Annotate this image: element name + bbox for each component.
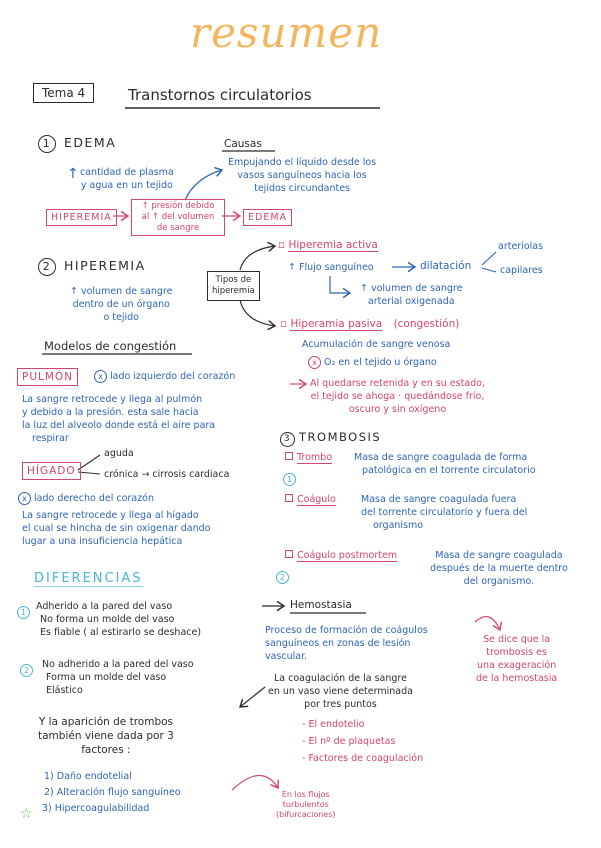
trombo-mark: 1	[283, 467, 296, 486]
tema-label: Tema 4	[33, 83, 94, 103]
causas-text: Empujando el líquido desde los vasos sanguíneos hacia los tejidos circundantes	[228, 157, 377, 194]
pulmon-box: PULMÓN	[17, 368, 78, 386]
star-icon: ☆	[20, 806, 33, 822]
section-number: 1	[38, 135, 56, 153]
up-arrow-icon: ↑	[67, 166, 79, 182]
volumen-arterial-text: ↑ volumen de sangre arterial oxigenada	[360, 283, 463, 307]
hemostasia-heading: Hemostasia	[290, 599, 352, 611]
diferencia-1-mark: 1	[17, 600, 30, 619]
trombosis-heading: 3 TROMBOSIS	[280, 430, 381, 447]
tema-title: Transtornos circulatorios	[128, 86, 312, 104]
hemostasia-definition: Proceso de formación de coágulos sanguíneos en zonas de lesión vascular.	[265, 625, 428, 662]
pulmon-description: La sangre retrocede y llega al pulmón y debido a la presión. esta sale hacia la luz del alveolo donde está el aire para respirar	[22, 394, 216, 444]
hiperemia-activa: ▫ Hiperemia activa	[278, 239, 378, 251]
coagulo-definition: Masa de sangre coagulada fuera del torrente circulatorio y fuera del organismo	[361, 494, 528, 531]
higado-box: HÍGADO	[22, 462, 81, 480]
exageracion-note: Se dice que la trombosis es una exageración de la hemostasia	[476, 634, 558, 684]
flujo-text: ↑ Flujo sanguíneo	[288, 262, 374, 273]
postmortem-mark: 2	[276, 565, 289, 584]
o2-text: x O₂ en el tejido u órgano	[308, 356, 437, 369]
trombo-definition: Masa de sangre coagulada de forma patológica en el torrente circulatorio	[354, 452, 536, 476]
tipos-hiperemia-box: Tipos de hiperemia	[207, 271, 260, 301]
trombo-label: Trombo	[285, 451, 332, 464]
capilares-text: capilares	[500, 265, 543, 276]
presion-box: ↑ presión debido al ↑ del volumen de sangre	[131, 199, 225, 236]
coagulo-label: Coágulo	[285, 493, 336, 506]
pulmon-side: x lado izquierdo del corazón	[94, 370, 235, 383]
quedarse-text: Al quedarse retenida y en su estado, el tejido se ahoga · quedándose frío, oscuro y sin oxígeno	[310, 378, 485, 415]
diferencia-2: No adherido a la pared del vaso Forma un molde del vaso Elástico	[42, 659, 194, 696]
cronica-text: crónica → cirrosis cardiaca	[104, 469, 230, 480]
hiperemia-heading: 2 HIPEREMIA	[38, 258, 146, 276]
factores-list: 1) Daño endotelial 2) Alteración flujo sanguíneo 3) Hipercoagulabilidad	[42, 771, 181, 814]
hiperemia-pasiva: ▫ Hiperamia pasiva (congestión)	[280, 318, 460, 330]
causas-label: Causas	[224, 138, 262, 150]
flujos-note: En los flujos turbulentos (bifurcaciones)	[276, 790, 336, 819]
page-title: resumen	[190, 8, 383, 57]
hiperemia-volume-text: ↑ volumen de sangre dentro de un órgano o tejido	[70, 286, 173, 323]
diferencias-heading: DIFERENCIAS	[34, 571, 143, 586]
postmortem-label: Coágulo postmortem	[285, 549, 397, 562]
dilatacion-text: dilatación	[420, 260, 472, 272]
section-number: 2	[38, 258, 56, 276]
coagulacion-text: La coagulación de la sangre en un vaso viene determinada por tres puntos	[268, 673, 413, 710]
higado-side: x lado derecho del corazón	[18, 492, 154, 505]
aguda-text: aguda	[104, 448, 134, 459]
factores-intro: Y la aparición de trombos también viene dada por 3 factores :	[38, 716, 174, 756]
tres-puntos-list: - El endotelio - El nº de plaquetas - Factores de coagulación	[302, 719, 424, 764]
arteriolas-text: arteriolas	[498, 241, 544, 252]
edema-box: EDEMA	[243, 209, 292, 226]
acumulacion-text: Acumulación de sangre venosa	[302, 339, 451, 350]
congestion-heading: Modelos de congestión	[44, 339, 177, 353]
edema-heading: 1 EDEMA	[38, 135, 116, 153]
hiperemia-box: HIPEREMIA	[46, 209, 117, 226]
postmortem-definition: Masa de sangre coagulada después de la muerte dentro del organismo.	[430, 550, 568, 587]
diferencia-2-mark: 2	[20, 658, 33, 677]
plasma-text: cantidad de plasma y agua en un tejido	[80, 167, 174, 191]
higado-description: La sangre retrocede y llega al hígado el cual se hincha de sin oxigenar dando lugar a una insuficiencia hepática	[22, 510, 211, 547]
diferencia-1: Adherido a la pared del vaso No forma un molde del vaso Es fiable ( al estirarlo se deshace)	[36, 601, 202, 638]
